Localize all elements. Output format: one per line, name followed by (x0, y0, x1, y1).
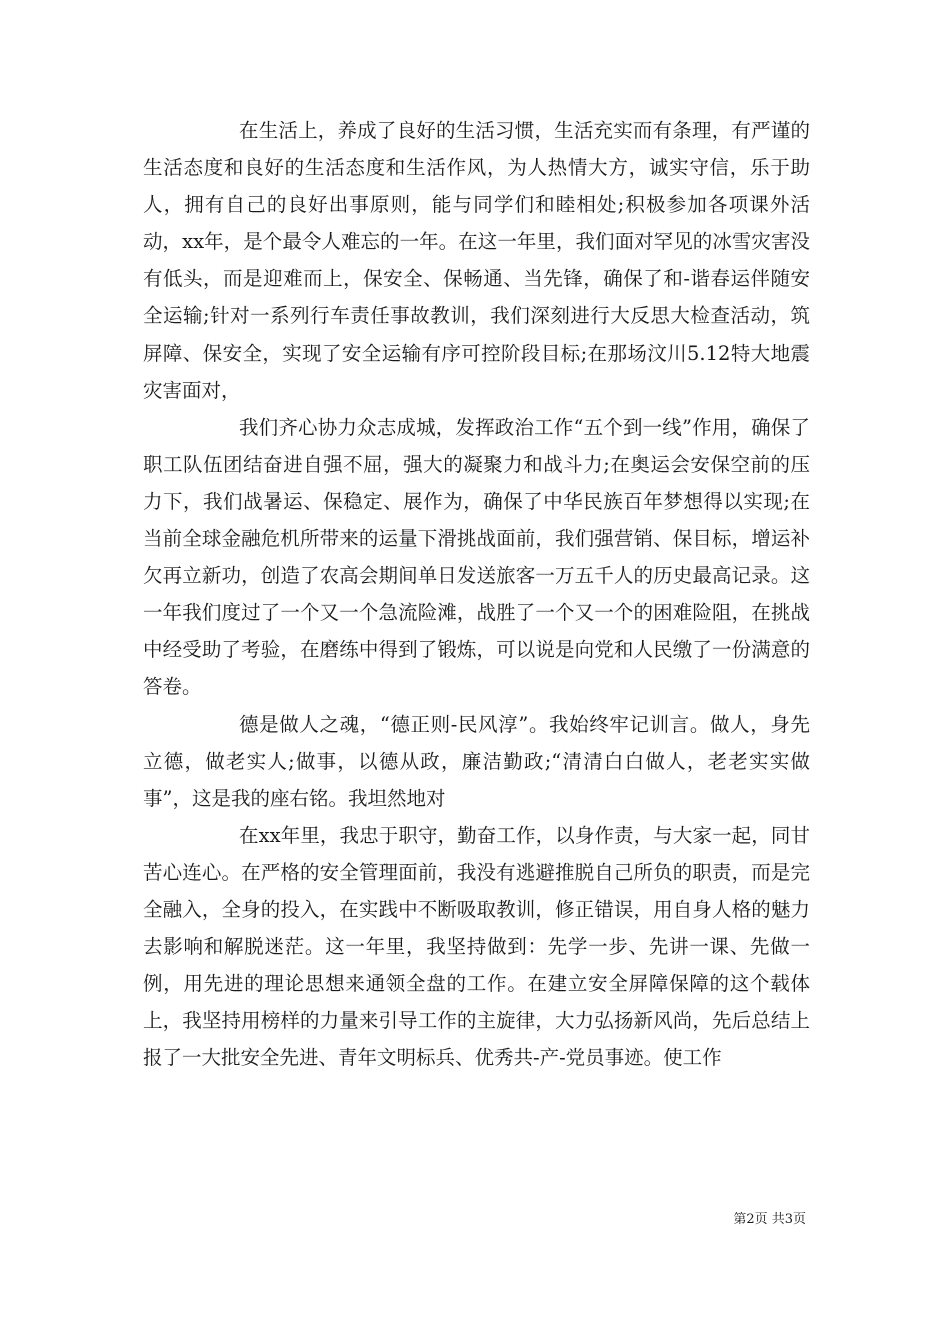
paragraph-2: 我们齐心协力众志成城，发挥政治工作“五个到一线”作用，确保了职工队伍团结奋进自强不屈，强大的凝聚力和战斗力;在奥运会安保空前的压力下，我们战暑运、保稳定、展作为，确保了中华民族百年梦想得以实现;在当前全球金融危机所带来的运量下滑挑战面前，我们强营销、保目标，增运补欠再立新功，创造了农高会期间单日发送旅客一万五千人的历史最高记录。这一年我们度过了一个又一个急流险滩，战胜了一个又一个的困难险阻，在挑战中经受助了考验，在磨练中得到了锻炼，可以说是向党和人民缴了一份满意的答卷。 (143, 415, 810, 699)
paragraph-1: 在生活上，养成了良好的生活习惯，生活充实而有条理，有严谨的生活态度和良好的生活态度和生活作风，为人热情大方，诚实守信，乐于助人，拥有自己的良好出事原则，能与同学们和睦相处;积极参加各项课外活动，xx年，是个最令人难忘的一年。在这一年里，我们面对罕见的冰雪灾害没有低头，而是迎难而上，保安全、保畅通、当先锋，确保了和-谐春运伴随安全运输;针对一系列行车责任事故教训，我们深刻进行大反思大检查活动，筑屏障、保安全，实现了安全运输有序可控阶段目标;在那场汶川5.12特大地震灾害面对， (143, 119, 810, 402)
document-body (143, 112, 810, 1076)
paragraph-4: 在xx年里，我忠于职守，勤奋工作，以身作责，与大家一起，同甘苦心连心。在严格的安全管理面前，我没有逃避推脱自己所负的职责，而是完全融入，全身的投入，在实践中不断吸取教训，修正错误，用自身人格的魅力去影响和解脱迷茫。这一年里，我坚持做到：先学一步、先讲一课、先做一例，用先进的理论思想来通领全盘的工作。在建立安全屏障保障的这个载体上，我坚持用榜样的力量来引导工作的主旋律，大力弘扬新风尚，先后总结上报了一大批安全先进、青年文明标兵、优秀共-产-党员事迹。使工作 (143, 823, 810, 1070)
page-number-footer: 第2页 共3页 (733, 1212, 806, 1227)
paragraph-3: 德是做人之魂，“德正则-民风淳”。我始终牢记训言。做人，身先立德，做老实人;做事，以德从政，廉洁勤政;“清清白白做人，老老实实做事”，这是我的座右铭。我坦然地对 (143, 712, 810, 810)
